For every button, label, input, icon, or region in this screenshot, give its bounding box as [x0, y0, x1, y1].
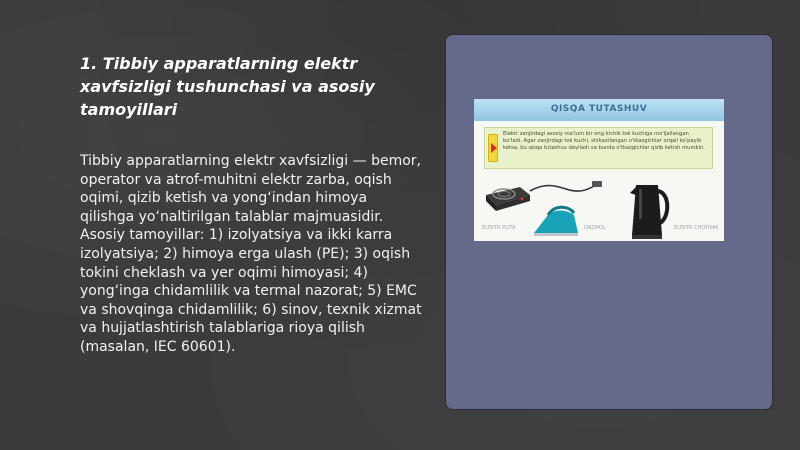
footer-left-label: ELEKTR PLITA: [482, 225, 516, 231]
footer-right-label: ELEKTR CHOYNAK: [674, 225, 719, 231]
short-circuit-illustration: [474, 99, 724, 241]
kettle-icon: [630, 185, 667, 239]
warning-arrow-icon: [488, 134, 498, 162]
electric-stove-icon: [486, 187, 530, 211]
illustration-info-text: Elektr zanjirdagi asosiy ma'lum bir eng kichik tok kuchiga mo'ljallangan bo'ladi. Agar zanjirdagi tok kuchi, shikastlangan o'tkazgichlar orqali ko'payib ketsa, bu qisqa tutashuv deyiladi va bunda o'tkazgichlar qizib ketish mumkin.: [503, 131, 705, 152]
power-cord-icon: [530, 185, 596, 191]
iron-icon: [534, 207, 578, 236]
illustration-header: [474, 99, 724, 121]
illustration-title: QISQA TUTASHUV: [550, 104, 648, 114]
slide-body-text: Tibbiy apparatlarning elektr xavfsizligi — bemor, operator va atrof-muhitni elektr zarba, oqish oqimi, qizib ketish va yong‘indan himoya qilishga yo‘naltirilgan talablar majmuasidir. Asosiy tamoyillar: 1) izolyatsiya va ikki karra izolyatsiya; 2) himoya erga ulash (PE); 3) oqish tokini cheklash va yer oqimi himoyasi; 4) yong‘inga chidamlilik va termal nazorat; 5) EMC va shovqinga chidamlilik; 6) sinov, texnik xizmat va hujjatlashtirish talablariga rioya qilish (masalan, IEC 60601).: [80, 153, 422, 355]
footer-mid-label: DAZMOL: [584, 225, 606, 231]
slide-title: 1. Tibbiy apparatlarning elektr xavfsizligi tushunchasi va asosiy tamoyillari: [80, 54, 375, 119]
illustration-info-box: [484, 127, 713, 169]
